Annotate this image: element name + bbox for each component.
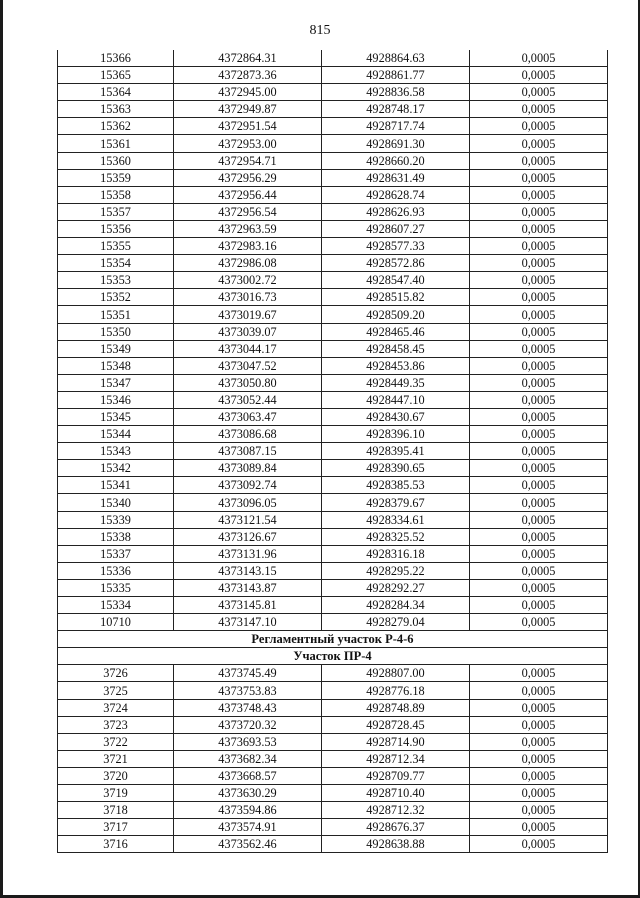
accuracy-cell: 0,0005 bbox=[470, 545, 608, 562]
point-number-cell: 3717 bbox=[58, 819, 174, 836]
y-coordinate-cell: 4928316.18 bbox=[322, 545, 470, 562]
table-row bbox=[58, 408, 608, 425]
x-coordinate-cell: 4373145.81 bbox=[174, 597, 322, 614]
table-row bbox=[58, 682, 608, 699]
point-number-cell: 15338 bbox=[58, 528, 174, 545]
point-number-cell: 15364 bbox=[58, 84, 174, 101]
accuracy-cell: 0,0005 bbox=[470, 220, 608, 237]
table-row bbox=[58, 716, 608, 733]
table-row bbox=[58, 238, 608, 255]
point-number-cell: 15357 bbox=[58, 203, 174, 220]
y-coordinate-cell: 4928447.10 bbox=[322, 391, 470, 408]
x-coordinate-cell: 4373630.29 bbox=[174, 785, 322, 802]
table-row bbox=[58, 665, 608, 682]
point-number-cell: 15365 bbox=[58, 67, 174, 84]
table-row bbox=[58, 186, 608, 203]
x-coordinate-cell: 4373594.86 bbox=[174, 802, 322, 819]
point-number-cell: 15356 bbox=[58, 220, 174, 237]
point-number-cell: 15351 bbox=[58, 306, 174, 323]
point-number-cell: 15349 bbox=[58, 340, 174, 357]
point-number-cell: 15361 bbox=[58, 135, 174, 152]
point-number-cell: 3718 bbox=[58, 802, 174, 819]
y-coordinate-cell: 4928676.37 bbox=[322, 819, 470, 836]
table-row bbox=[58, 272, 608, 289]
table-row bbox=[58, 374, 608, 391]
x-coordinate-cell: 4373562.46 bbox=[174, 836, 322, 853]
y-coordinate-cell: 4928607.27 bbox=[322, 220, 470, 237]
x-coordinate-cell: 4373753.83 bbox=[174, 682, 322, 699]
subsection-heading: Участок ПР-4 bbox=[58, 648, 608, 665]
y-coordinate-cell: 4928861.77 bbox=[322, 67, 470, 84]
accuracy-cell: 0,0005 bbox=[470, 340, 608, 357]
accuracy-cell: 0,0005 bbox=[470, 460, 608, 477]
y-coordinate-cell: 4928449.35 bbox=[322, 374, 470, 391]
table-row bbox=[58, 135, 608, 152]
table-row bbox=[58, 836, 608, 853]
point-number-cell: 15353 bbox=[58, 272, 174, 289]
point-number-cell: 15362 bbox=[58, 118, 174, 135]
point-number-cell: 15340 bbox=[58, 494, 174, 511]
y-coordinate-cell: 4928710.40 bbox=[322, 785, 470, 802]
point-number-cell: 3719 bbox=[58, 785, 174, 802]
point-number-cell: 15355 bbox=[58, 238, 174, 255]
table-row bbox=[58, 50, 608, 67]
table-row bbox=[58, 357, 608, 374]
x-coordinate-cell: 4373039.07 bbox=[174, 323, 322, 340]
x-coordinate-cell: 4373019.67 bbox=[174, 306, 322, 323]
x-coordinate-cell: 4372951.54 bbox=[174, 118, 322, 135]
accuracy-cell: 0,0005 bbox=[470, 169, 608, 186]
x-coordinate-cell: 4373087.15 bbox=[174, 443, 322, 460]
y-coordinate-cell: 4928577.33 bbox=[322, 238, 470, 255]
x-coordinate-cell: 4372945.00 bbox=[174, 84, 322, 101]
point-number-cell: 15358 bbox=[58, 186, 174, 203]
x-coordinate-cell: 4373574.91 bbox=[174, 819, 322, 836]
accuracy-cell: 0,0005 bbox=[470, 836, 608, 853]
point-number-cell: 15335 bbox=[58, 579, 174, 596]
point-number-cell: 15347 bbox=[58, 374, 174, 391]
table-row bbox=[58, 118, 608, 135]
accuracy-cell: 0,0005 bbox=[470, 118, 608, 135]
accuracy-cell: 0,0005 bbox=[470, 665, 608, 682]
x-coordinate-cell: 4373063.47 bbox=[174, 408, 322, 425]
accuracy-cell: 0,0005 bbox=[470, 50, 608, 67]
accuracy-cell: 0,0005 bbox=[470, 323, 608, 340]
point-number-cell: 15359 bbox=[58, 169, 174, 186]
accuracy-cell: 0,0005 bbox=[470, 426, 608, 443]
point-number-cell: 15363 bbox=[58, 101, 174, 118]
x-coordinate-cell: 4373016.73 bbox=[174, 289, 322, 306]
table-row bbox=[58, 101, 608, 118]
table-row bbox=[58, 562, 608, 579]
x-coordinate-cell: 4372956.44 bbox=[174, 186, 322, 203]
section-heading-row bbox=[58, 631, 608, 648]
table-row bbox=[58, 152, 608, 169]
coordinates-table-body bbox=[58, 50, 608, 853]
table-row bbox=[58, 597, 608, 614]
point-number-cell: 3722 bbox=[58, 733, 174, 750]
page-number: 815 bbox=[309, 23, 331, 38]
point-number-cell: 15334 bbox=[58, 597, 174, 614]
table-row bbox=[58, 460, 608, 477]
y-coordinate-cell: 4928660.20 bbox=[322, 152, 470, 169]
y-coordinate-cell: 4928709.77 bbox=[322, 767, 470, 784]
x-coordinate-cell: 4373044.17 bbox=[174, 340, 322, 357]
accuracy-cell: 0,0005 bbox=[470, 528, 608, 545]
y-coordinate-cell: 4928547.40 bbox=[322, 272, 470, 289]
accuracy-cell: 0,0005 bbox=[470, 306, 608, 323]
point-number-cell: 3721 bbox=[58, 750, 174, 767]
point-number-cell: 15344 bbox=[58, 426, 174, 443]
table-row bbox=[58, 323, 608, 340]
x-coordinate-cell: 4373121.54 bbox=[174, 511, 322, 528]
table-row bbox=[58, 494, 608, 511]
y-coordinate-cell: 4928728.45 bbox=[322, 716, 470, 733]
accuracy-cell: 0,0005 bbox=[470, 699, 608, 716]
table-row bbox=[58, 477, 608, 494]
point-number-cell: 15341 bbox=[58, 477, 174, 494]
y-coordinate-cell: 4928334.61 bbox=[322, 511, 470, 528]
point-number-cell: 3723 bbox=[58, 716, 174, 733]
x-coordinate-cell: 4372864.31 bbox=[174, 50, 322, 67]
table-row bbox=[58, 545, 608, 562]
y-coordinate-cell: 4928864.63 bbox=[322, 50, 470, 67]
table-row bbox=[58, 340, 608, 357]
table-row bbox=[58, 84, 608, 101]
point-number-cell: 15360 bbox=[58, 152, 174, 169]
y-coordinate-cell: 4928379.67 bbox=[322, 494, 470, 511]
x-coordinate-cell: 4372986.08 bbox=[174, 255, 322, 272]
accuracy-cell: 0,0005 bbox=[470, 408, 608, 425]
accuracy-cell: 0,0005 bbox=[470, 101, 608, 118]
y-coordinate-cell: 4928714.90 bbox=[322, 733, 470, 750]
table-row bbox=[58, 733, 608, 750]
accuracy-cell: 0,0005 bbox=[470, 597, 608, 614]
y-coordinate-cell: 4928465.46 bbox=[322, 323, 470, 340]
x-coordinate-cell: 4373720.32 bbox=[174, 716, 322, 733]
y-coordinate-cell: 4928284.34 bbox=[322, 597, 470, 614]
y-coordinate-cell: 4928453.86 bbox=[322, 357, 470, 374]
accuracy-cell: 0,0005 bbox=[470, 238, 608, 255]
y-coordinate-cell: 4928572.86 bbox=[322, 255, 470, 272]
table-row bbox=[58, 767, 608, 784]
accuracy-cell: 0,0005 bbox=[470, 785, 608, 802]
point-number-cell: 15337 bbox=[58, 545, 174, 562]
accuracy-cell: 0,0005 bbox=[470, 733, 608, 750]
accuracy-cell: 0,0005 bbox=[470, 84, 608, 101]
point-number-cell: 10710 bbox=[58, 614, 174, 631]
y-coordinate-cell: 4928748.89 bbox=[322, 699, 470, 716]
accuracy-cell: 0,0005 bbox=[470, 203, 608, 220]
y-coordinate-cell: 4928638.88 bbox=[322, 836, 470, 853]
table-row bbox=[58, 750, 608, 767]
table-row bbox=[58, 528, 608, 545]
x-coordinate-cell: 4373096.05 bbox=[174, 494, 322, 511]
table-row bbox=[58, 426, 608, 443]
table-row bbox=[58, 802, 608, 819]
y-coordinate-cell: 4928390.65 bbox=[322, 460, 470, 477]
y-coordinate-cell: 4928712.34 bbox=[322, 750, 470, 767]
table-row bbox=[58, 67, 608, 84]
point-number-cell: 3720 bbox=[58, 767, 174, 784]
x-coordinate-cell: 4373693.53 bbox=[174, 733, 322, 750]
coordinates-table bbox=[57, 50, 608, 853]
y-coordinate-cell: 4928458.45 bbox=[322, 340, 470, 357]
table-row bbox=[58, 819, 608, 836]
y-coordinate-cell: 4928628.74 bbox=[322, 186, 470, 203]
accuracy-cell: 0,0005 bbox=[470, 767, 608, 784]
y-coordinate-cell: 4928631.49 bbox=[322, 169, 470, 186]
y-coordinate-cell: 4928626.93 bbox=[322, 203, 470, 220]
x-coordinate-cell: 4373748.43 bbox=[174, 699, 322, 716]
x-coordinate-cell: 4373086.68 bbox=[174, 426, 322, 443]
accuracy-cell: 0,0005 bbox=[470, 255, 608, 272]
table-row bbox=[58, 289, 608, 306]
x-coordinate-cell: 4373092.74 bbox=[174, 477, 322, 494]
table-row bbox=[58, 614, 608, 631]
point-number-cell: 3724 bbox=[58, 699, 174, 716]
x-coordinate-cell: 4372873.36 bbox=[174, 67, 322, 84]
accuracy-cell: 0,0005 bbox=[470, 511, 608, 528]
accuracy-cell: 0,0005 bbox=[470, 819, 608, 836]
y-coordinate-cell: 4928748.17 bbox=[322, 101, 470, 118]
section-heading: Регламентный участок Р-4-6 bbox=[58, 631, 608, 648]
point-number-cell: 15343 bbox=[58, 443, 174, 460]
x-coordinate-cell: 4373147.10 bbox=[174, 614, 322, 631]
accuracy-cell: 0,0005 bbox=[470, 443, 608, 460]
y-coordinate-cell: 4928430.67 bbox=[322, 408, 470, 425]
x-coordinate-cell: 4372949.87 bbox=[174, 101, 322, 118]
point-number-cell: 3716 bbox=[58, 836, 174, 853]
table-row bbox=[58, 579, 608, 596]
x-coordinate-cell: 4373668.57 bbox=[174, 767, 322, 784]
y-coordinate-cell: 4928836.58 bbox=[322, 84, 470, 101]
x-coordinate-cell: 4373047.52 bbox=[174, 357, 322, 374]
y-coordinate-cell: 4928396.10 bbox=[322, 426, 470, 443]
y-coordinate-cell: 4928295.22 bbox=[322, 562, 470, 579]
point-number-cell: 15366 bbox=[58, 50, 174, 67]
y-coordinate-cell: 4928515.82 bbox=[322, 289, 470, 306]
accuracy-cell: 0,0005 bbox=[470, 374, 608, 391]
y-coordinate-cell: 4928325.52 bbox=[322, 528, 470, 545]
x-coordinate-cell: 4373682.34 bbox=[174, 750, 322, 767]
x-coordinate-cell: 4372956.29 bbox=[174, 169, 322, 186]
x-coordinate-cell: 4372953.00 bbox=[174, 135, 322, 152]
x-coordinate-cell: 4373126.67 bbox=[174, 528, 322, 545]
subsection-heading-row bbox=[58, 648, 608, 665]
y-coordinate-cell: 4928776.18 bbox=[322, 682, 470, 699]
x-coordinate-cell: 4372963.59 bbox=[174, 220, 322, 237]
x-coordinate-cell: 4372983.16 bbox=[174, 238, 322, 255]
accuracy-cell: 0,0005 bbox=[470, 152, 608, 169]
accuracy-cell: 0,0005 bbox=[470, 357, 608, 374]
x-coordinate-cell: 4373745.49 bbox=[174, 665, 322, 682]
x-coordinate-cell: 4373131.96 bbox=[174, 545, 322, 562]
accuracy-cell: 0,0005 bbox=[470, 391, 608, 408]
table-row bbox=[58, 391, 608, 408]
accuracy-cell: 0,0005 bbox=[470, 186, 608, 203]
y-coordinate-cell: 4928395.41 bbox=[322, 443, 470, 460]
x-coordinate-cell: 4372956.54 bbox=[174, 203, 322, 220]
point-number-cell: 15342 bbox=[58, 460, 174, 477]
accuracy-cell: 0,0005 bbox=[470, 135, 608, 152]
y-coordinate-cell: 4928712.32 bbox=[322, 802, 470, 819]
accuracy-cell: 0,0005 bbox=[470, 579, 608, 596]
x-coordinate-cell: 4373143.87 bbox=[174, 579, 322, 596]
table-row bbox=[58, 203, 608, 220]
table-row bbox=[58, 511, 608, 528]
y-coordinate-cell: 4928292.27 bbox=[322, 579, 470, 596]
y-coordinate-cell: 4928807.00 bbox=[322, 665, 470, 682]
point-number-cell: 3725 bbox=[58, 682, 174, 699]
point-number-cell: 15354 bbox=[58, 255, 174, 272]
table-row bbox=[58, 220, 608, 237]
accuracy-cell: 0,0005 bbox=[470, 289, 608, 306]
accuracy-cell: 0,0005 bbox=[470, 750, 608, 767]
accuracy-cell: 0,0005 bbox=[470, 614, 608, 631]
accuracy-cell: 0,0005 bbox=[470, 272, 608, 289]
accuracy-cell: 0,0005 bbox=[470, 716, 608, 733]
point-number-cell: 15348 bbox=[58, 357, 174, 374]
accuracy-cell: 0,0005 bbox=[470, 477, 608, 494]
table-row bbox=[58, 306, 608, 323]
y-coordinate-cell: 4928717.74 bbox=[322, 118, 470, 135]
y-coordinate-cell: 4928509.20 bbox=[322, 306, 470, 323]
x-coordinate-cell: 4373002.72 bbox=[174, 272, 322, 289]
y-coordinate-cell: 4928691.30 bbox=[322, 135, 470, 152]
accuracy-cell: 0,0005 bbox=[470, 494, 608, 511]
accuracy-cell: 0,0005 bbox=[470, 682, 608, 699]
point-number-cell: 15345 bbox=[58, 408, 174, 425]
accuracy-cell: 0,0005 bbox=[470, 562, 608, 579]
table-row bbox=[58, 255, 608, 272]
point-number-cell: 3726 bbox=[58, 665, 174, 682]
point-number-cell: 15350 bbox=[58, 323, 174, 340]
table-row bbox=[58, 443, 608, 460]
x-coordinate-cell: 4373143.15 bbox=[174, 562, 322, 579]
x-coordinate-cell: 4373050.80 bbox=[174, 374, 322, 391]
accuracy-cell: 0,0005 bbox=[470, 802, 608, 819]
table-row bbox=[58, 699, 608, 716]
x-coordinate-cell: 4373089.84 bbox=[174, 460, 322, 477]
accuracy-cell: 0,0005 bbox=[470, 67, 608, 84]
point-number-cell: 15352 bbox=[58, 289, 174, 306]
point-number-cell: 15339 bbox=[58, 511, 174, 528]
point-number-cell: 15336 bbox=[58, 562, 174, 579]
table-row bbox=[58, 169, 608, 186]
x-coordinate-cell: 4373052.44 bbox=[174, 391, 322, 408]
y-coordinate-cell: 4928279.04 bbox=[322, 614, 470, 631]
point-number-cell: 15346 bbox=[58, 391, 174, 408]
x-coordinate-cell: 4372954.71 bbox=[174, 152, 322, 169]
y-coordinate-cell: 4928385.53 bbox=[322, 477, 470, 494]
scan-edge-left bbox=[0, 0, 3, 898]
table-row bbox=[58, 785, 608, 802]
